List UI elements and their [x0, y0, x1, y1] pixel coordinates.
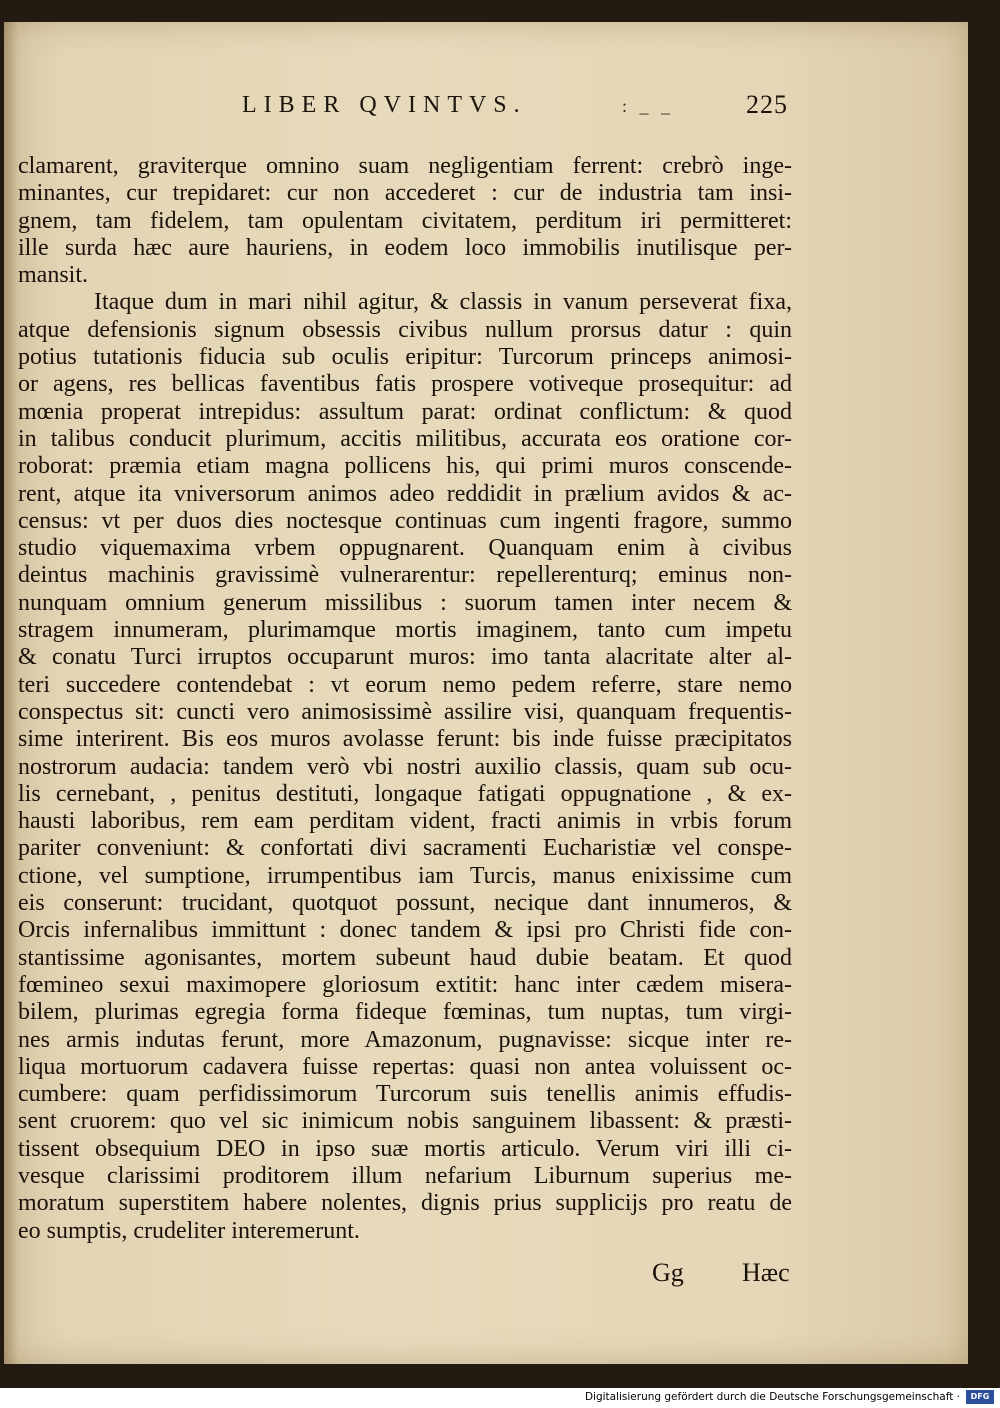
signature-mark: Gg: [652, 1258, 684, 1287]
text-line: sime interirent. Bis eos muros avolasse ferunt: bis inde fuisse præcipitatos: [18, 726, 792, 753]
running-head-marks: : _ _: [622, 96, 675, 116]
running-head: [4, 86, 968, 126]
running-title: LIBER QVINTVS.: [242, 92, 527, 118]
page-gutter-shadow: [4, 22, 18, 1364]
text-line: bilem, plurimas egregia forma fideque fœminas, tum nuptas, tum virgi-: [18, 999, 792, 1026]
text-line: rent, atque ita vniversorum animos adeo reddidit in prælium avidos & ac-: [18, 480, 792, 507]
text-line: vesque clarissimi proditorem illum nefarium Liburnum superius me-: [18, 1162, 792, 1189]
text-line: lis cernebant, , penitus destituti, longaque fatigati oppugnatione , & ex-: [18, 780, 792, 807]
page-number: 225: [746, 90, 788, 119]
text-line: stantissime agonisantes, mortem subeunt haud dubie beatam. Et quod: [18, 944, 792, 971]
footer-bar: [0, 1388, 1000, 1408]
text-line: teri succedere contendebat : vt eorum nemo pedem referre, stare nemo: [18, 671, 792, 698]
text-line: eis conserunt: trucidant, quotquot possunt, necique dant innumeros, &: [18, 890, 792, 917]
text-line: clamarent, graviterque omnino suam negligentiam ferrent: crebrò inge-: [18, 153, 792, 179]
text-line-paragraph-start: Itaque dum in mari nihil agitur, & classis in vanum perseverat fixa,: [94, 289, 792, 316]
text-line: stragem innumeram, plurimamque mortis imaginem, tanto cum impetu: [18, 617, 792, 644]
text-line: nostrorum audacia: tandem verò vbi nostri auxilio classis, quam sub ocu-: [18, 753, 792, 780]
text-line: pariter conveniunt: & confortati divi sacramenti Eucharistiæ vel conspe-: [18, 835, 792, 862]
text-line: roborat: præmia etiam magna pollicens his, qui primi muros conscende-: [18, 453, 792, 480]
text-line: Orcis infernalibus immittunt : donec tandem & ipsi pro Christi fide con-: [18, 917, 792, 944]
book-page: [4, 22, 968, 1364]
text-line: ctione, vel sumptione, irrumpentibus iam Turcis, manus enixissime cum: [18, 862, 792, 889]
text-line: & conatu Turci irruptos occuparunt muros: imo tanta alacritate alter al-: [18, 644, 792, 671]
text-line: tissent obsequium DEO in ipso suæ mortis articulo. Verum viri illi ci-: [18, 1135, 792, 1162]
text-line: liqua mortuorum cadavera fuisse repertas: quasi non antea voluissent oc-: [18, 1053, 792, 1080]
dfg-logo[interactable]: DFG: [966, 1390, 994, 1404]
text-line: deintus machinis gravissimè vulnerarentur: repellerenturq; eminus non-: [18, 562, 792, 589]
text-line: mœnia properat intrepidus: assultum parat: ordinat conflictum: & quod: [18, 398, 792, 425]
text-line: cumbere: quam perfidissimorum Turcorum suis tenellis animis effudis-: [18, 1081, 792, 1108]
text-line: mansit.: [18, 262, 88, 289]
text-line: hausti laboribus, rem eam perditam vident, fracti animis in vrbis forum: [18, 808, 792, 835]
text-line: census: vt per duos dies noctesque continuas cum ingenti fragore, summo: [18, 507, 792, 534]
text-line: sent cruorem: quo vel sic inimicum nobis sanguinem libassent: & præsti-: [18, 1108, 792, 1135]
text-line: nes armis indutas ferunt, more Amazonum, pugnavisse: sicque inter re-: [18, 1026, 792, 1053]
text-line: studio viquemaxima vrbem oppugnarent. Quanquam enim à civibus: [18, 535, 792, 562]
text-line: nunquam omnium generum missilibus : suorum tamen inter necem &: [18, 589, 792, 616]
text-line: or agens, res bellicas faventibus fatis prospere votiveque prosequitur: ad: [18, 371, 792, 398]
text-line: minantes, cur trepidaret: cur non accederet : cur de industria tam insi-: [18, 180, 792, 207]
text-line: moratum superstitem habere nolentes, dignis prius supplicijs pro reatu de: [18, 1190, 792, 1217]
funding-credit: Digitalisierung gefördert durch die Deutsche Forschungsgemeinschaft ·: [584, 1391, 960, 1403]
text-line: in talibus conducit plurimum, accitis militibus, accurata eos oratione cor-: [18, 425, 792, 452]
catchword: Hæc: [742, 1258, 790, 1287]
catchwords: [644, 1258, 794, 1288]
body-text: [18, 153, 792, 1245]
text-line: atque defensionis signum obsessis civibus nullum prorsus datur : quin: [18, 316, 792, 343]
text-line: potius tutationis fiducia sub oculis eripitur: Turcorum princeps animosi-: [18, 344, 792, 371]
text-line: gnem, tam fidelem, tam opulentam civitatem, perditum iri permitteret:: [18, 207, 792, 234]
text-line: fœmineo sexui maximopere gloriosum extitit: hanc inter cædem misera-: [18, 971, 792, 998]
text-line: ille surda hæc aure hauriens, in eodem loco immobilis inutilisque per-: [18, 234, 792, 261]
text-line: conspectus sit: cuncti vero animosissimè assilire visi, quanquam frequentis-: [18, 698, 792, 725]
text-line: eo sumptis, crudeliter interemerunt.: [18, 1217, 360, 1244]
